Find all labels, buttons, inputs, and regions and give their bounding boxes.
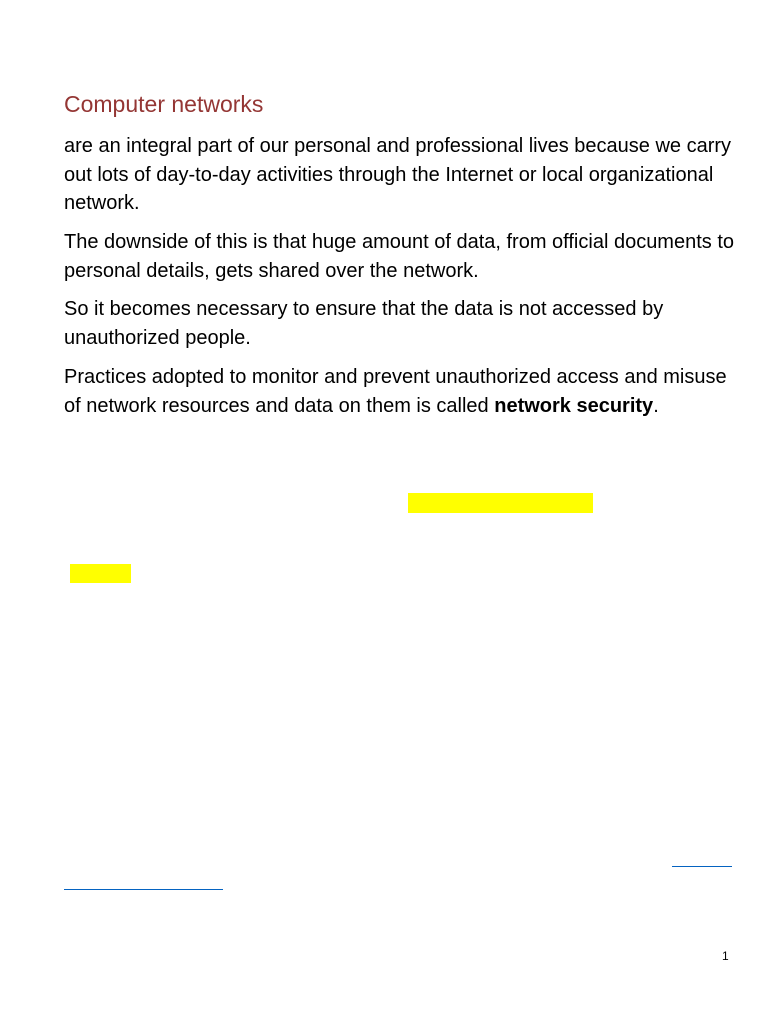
paragraph-intro: are an integral part of our personal and professional lives because we carry out lots of day-to-day activities through the Internet or local organizational network. — [64, 135, 732, 214]
paragraph-downside: The downside of this is that huge amount of data, from official documents to personal details, gets shared over the network. — [64, 231, 735, 282]
highlight-mark-1 — [408, 493, 593, 513]
highlight-mark-2 — [70, 564, 131, 583]
paragraph-definition — [64, 363, 744, 420]
hyperlink-underline-1[interactable] — [672, 866, 732, 867]
definition-period: . — [653, 394, 659, 417]
page-number: 1 — [722, 949, 729, 963]
hyperlink-underline-2[interactable] — [64, 889, 223, 890]
paragraph-necessity: So it becomes necessary to ensure that the data is not accessed by unauthorized people. — [64, 298, 664, 349]
definition-text: Practices adopted to monitor and prevent unauthorized access and misuse of network resources and data on them is called — [64, 366, 727, 417]
page-title: Computer networks — [64, 91, 264, 117]
network-security-term: network security — [494, 394, 654, 417]
